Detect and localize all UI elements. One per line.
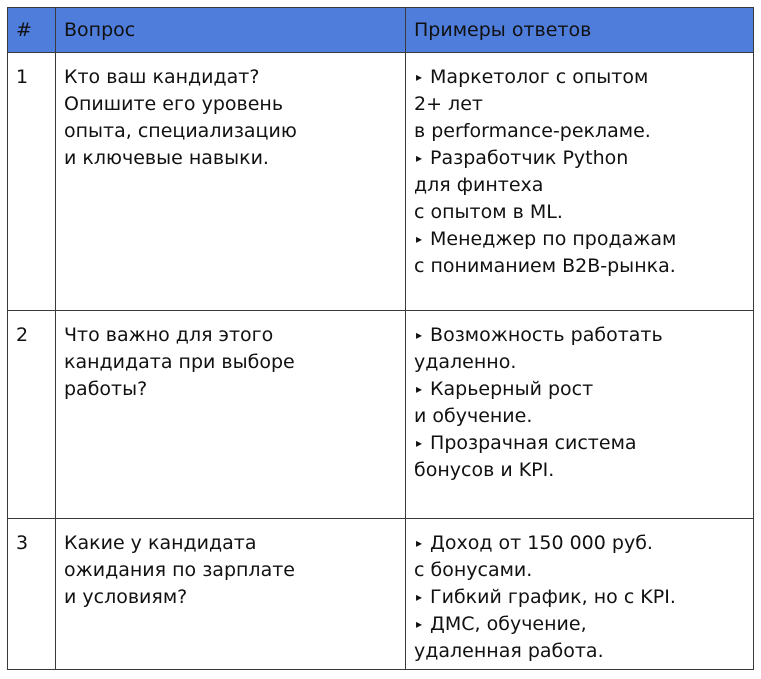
answer-line bbox=[414, 457, 745, 484]
answer-line bbox=[414, 557, 745, 584]
header-number: # bbox=[8, 8, 56, 53]
bullet-triangle-icon: ▸ bbox=[416, 232, 423, 246]
table-row bbox=[8, 311, 754, 519]
answers-cell bbox=[406, 519, 754, 670]
question-line: и условиям? bbox=[64, 586, 188, 608]
row-number: 3 bbox=[8, 519, 56, 670]
row-number: 1 bbox=[8, 53, 56, 311]
answer-line bbox=[414, 253, 745, 280]
bullet-triangle-icon: ▸ bbox=[416, 590, 423, 604]
answer-text: Возможность работать bbox=[430, 324, 663, 346]
answer-text: Маркетолог с опытом bbox=[430, 66, 649, 88]
answer-text: ДМС, обучение, bbox=[430, 613, 587, 635]
answer-text: Прозрачная система bbox=[430, 432, 637, 454]
answer-text: удаленная работа. bbox=[414, 640, 604, 662]
bullet-triangle-icon: ▸ bbox=[416, 382, 423, 396]
table-header-row bbox=[8, 8, 754, 53]
answer-line bbox=[414, 145, 745, 172]
question-line: Что важно для этого bbox=[64, 324, 274, 346]
question-line: Опишите его уровень bbox=[64, 93, 284, 115]
answer-line bbox=[414, 172, 745, 199]
bullet-triangle-icon: ▸ bbox=[416, 328, 423, 342]
question-cell bbox=[56, 53, 406, 311]
answer-line bbox=[414, 530, 745, 557]
answer-text: с опытом в ML. bbox=[414, 201, 563, 223]
question-line: ожидания по зарплате bbox=[64, 559, 295, 581]
question-line: Кто ваш кандидат? bbox=[64, 66, 260, 88]
bullet-triangle-icon: ▸ bbox=[416, 151, 423, 165]
answer-line bbox=[414, 638, 745, 665]
answer-text: в performance-рекламе. bbox=[414, 120, 651, 142]
answer-text: Карьерный рост bbox=[430, 378, 594, 400]
bullet-triangle-icon: ▸ bbox=[416, 617, 423, 631]
answer-text: и обучение. bbox=[414, 405, 533, 427]
question-line: кандидата при выборе bbox=[64, 351, 295, 373]
bullet-triangle-icon: ▸ bbox=[416, 436, 423, 450]
question-line: Какие у кандидата bbox=[64, 532, 257, 554]
answer-line bbox=[414, 226, 745, 253]
answer-line bbox=[414, 584, 745, 611]
answer-line bbox=[414, 118, 745, 145]
answer-text: бонусов и KPI. bbox=[414, 459, 555, 481]
answers-cell bbox=[406, 53, 754, 311]
answer-text: удаленно. bbox=[414, 351, 517, 373]
answer-line bbox=[414, 403, 745, 430]
question-cell bbox=[56, 311, 406, 519]
answer-text: Доход от 150 000 руб. bbox=[430, 532, 653, 554]
answer-text: Разработчик Python bbox=[430, 147, 629, 169]
question-line: работы? bbox=[64, 378, 148, 400]
question-line: опыта, специализацию bbox=[64, 120, 297, 142]
answer-line bbox=[414, 430, 745, 457]
candidate-questions-table-wrapper bbox=[7, 7, 754, 670]
answer-line bbox=[414, 91, 745, 118]
header-answers: Примеры ответов bbox=[406, 8, 754, 53]
answer-line bbox=[414, 611, 745, 638]
answer-line bbox=[414, 322, 745, 349]
table-row bbox=[8, 53, 754, 311]
answer-line bbox=[414, 376, 745, 403]
table-row bbox=[8, 519, 754, 670]
header-question: Вопрос bbox=[56, 8, 406, 53]
answer-text: с пониманием B2B-рынка. bbox=[414, 255, 676, 277]
answer-text: с бонусами. bbox=[414, 559, 533, 581]
bullet-triangle-icon: ▸ bbox=[416, 536, 423, 550]
answer-text: 2+ лет bbox=[414, 93, 483, 115]
answer-text: Менеджер по продажам bbox=[430, 228, 677, 250]
answer-line bbox=[414, 64, 745, 91]
answer-text: для финтеха bbox=[414, 174, 544, 196]
answer-text: Гибкий график, но с KPI. bbox=[430, 586, 676, 608]
answers-cell bbox=[406, 311, 754, 519]
bullet-triangle-icon: ▸ bbox=[416, 70, 423, 84]
answer-line bbox=[414, 199, 745, 226]
question-line: и ключевые навыки. bbox=[64, 147, 269, 169]
question-cell bbox=[56, 519, 406, 670]
row-number: 2 bbox=[8, 311, 56, 519]
answer-line bbox=[414, 349, 745, 376]
candidate-questions-table bbox=[7, 7, 754, 670]
